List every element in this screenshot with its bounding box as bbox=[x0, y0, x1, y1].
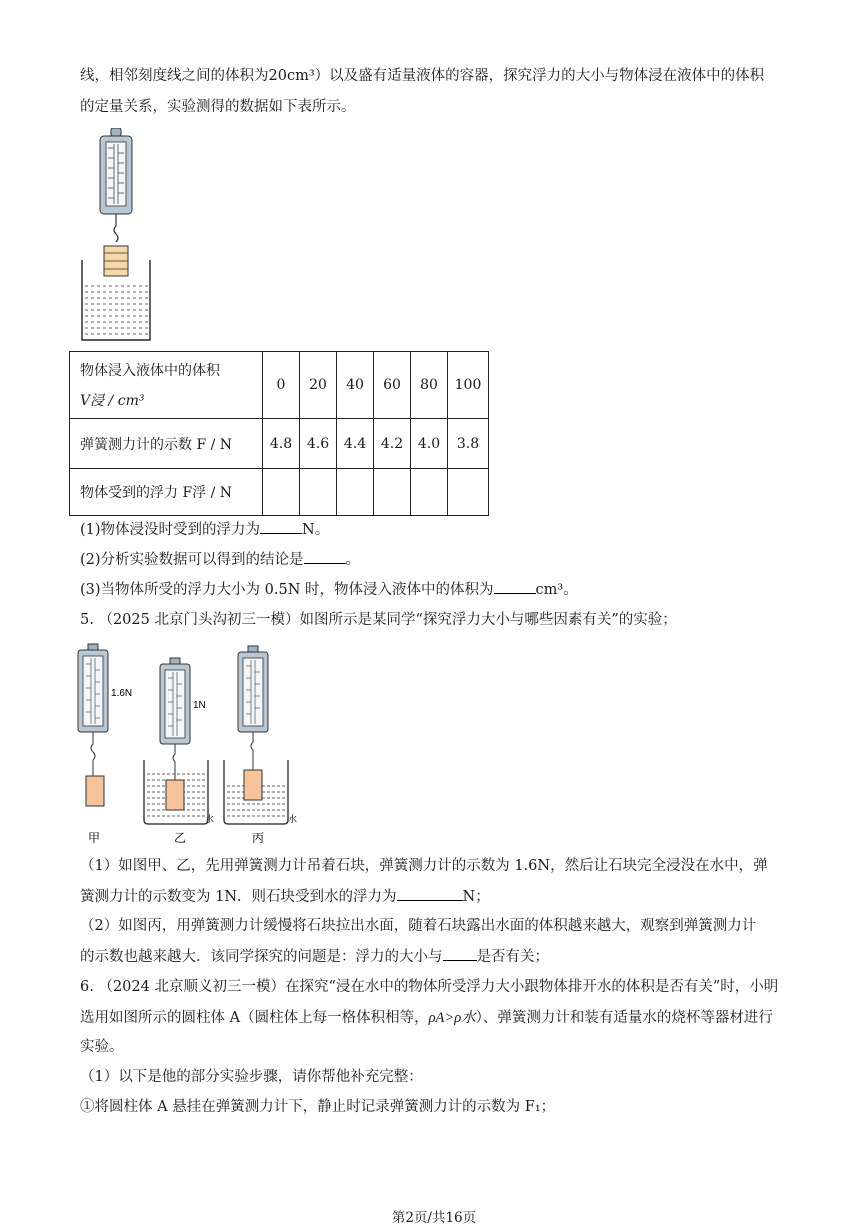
intro-line-2: 的定量关系，实验测得的数据如下表所示。 bbox=[80, 99, 356, 115]
water-label: 水 bbox=[288, 815, 298, 825]
table-cell: 80 bbox=[411, 352, 448, 419]
stone-block bbox=[166, 780, 184, 810]
answer-blank[interactable] bbox=[494, 579, 536, 594]
table-row bbox=[70, 419, 489, 469]
table-cell: 60 bbox=[374, 352, 411, 419]
table-cell[interactable] bbox=[263, 469, 300, 516]
table-cell: 3.8 bbox=[448, 419, 489, 469]
q6-step-intro: （1）以下是他的部分实验步骤，请你帮他补充完整： bbox=[80, 1069, 423, 1085]
figure-q5-experiments bbox=[74, 642, 314, 848]
label-1n: 1N bbox=[193, 700, 206, 711]
q5-part1-line2: 簧测力计的示数变为 1N．则石块受到水的浮力为 N； bbox=[80, 886, 490, 907]
table-cell[interactable] bbox=[411, 469, 448, 516]
q6-line2: 选用如图所示的圆柱体 A（圆柱体上每一格体积相等，ρA>ρ水）、弹簧测力计和装有适量水的烧杯等器材进行 bbox=[80, 1010, 773, 1026]
table-cell: 0 bbox=[263, 352, 300, 419]
stone-block bbox=[86, 776, 104, 806]
caption-yi: 乙 bbox=[174, 831, 187, 845]
table-cell: 40 bbox=[337, 352, 374, 419]
answer-blank[interactable] bbox=[397, 886, 463, 901]
row1-label-b: V浸 / cm³ bbox=[80, 393, 145, 409]
stone-block bbox=[244, 770, 262, 800]
q4-part1: (1)物体浸没时受到的浮力为 N。 bbox=[80, 519, 329, 540]
q5-part2-line2: 的示数也越来越大．该同学探究的问题是：浮力的大小与 是否有关； bbox=[80, 946, 549, 967]
q4-part2: (2)分析实验数据可以得到的结论是 。 bbox=[80, 549, 360, 570]
table-cell: 4.8 bbox=[263, 419, 300, 469]
table-cell[interactable] bbox=[337, 469, 374, 516]
table-cell: 4.0 bbox=[411, 419, 448, 469]
table-cell: 4.4 bbox=[337, 419, 374, 469]
q6-line1: 6. （2024 北京顺义初三一模）在探究“浸在水中的物体所受浮力大小跟物体排开水的体积是否有关”时，小明 bbox=[80, 979, 779, 995]
answer-blank[interactable] bbox=[443, 946, 477, 961]
page-number: 第2页/共16页 bbox=[391, 1210, 477, 1226]
q5-title: 5. （2025 北京门头沟初三一模）如图所示是某同学“探究浮力大小与哪些因素有关”的实验； bbox=[80, 612, 677, 628]
intro-line-1: 线，相邻刻度线之间的体积为20cm³）以及盛有适量液体的容器，探究浮力的大小与物体浸在液体中的体积 bbox=[80, 68, 765, 84]
density-inequality: ρA>ρ水 bbox=[428, 1010, 476, 1026]
table-cell[interactable] bbox=[300, 469, 337, 516]
water-label: 水 bbox=[205, 815, 215, 825]
table-row bbox=[70, 469, 489, 516]
row3-label: 物体受到的浮力 F浮 / N bbox=[70, 469, 263, 516]
row2-label: 弹簧测力计的示数 F / N bbox=[70, 419, 263, 469]
q5-part2-line1: （2）如图丙，用弹簧测力计缓慢将石块拉出水面，随着石块露出水面的体积越来越大，观察到弹簧测力计 bbox=[80, 918, 757, 934]
row1-label-a: 物体浸入液体中的体积 bbox=[80, 363, 220, 379]
data-table bbox=[69, 351, 489, 516]
q6-line3: 实验。 bbox=[80, 1039, 124, 1055]
caption-bing: 丙 bbox=[252, 831, 265, 845]
table-cell[interactable] bbox=[448, 469, 489, 516]
table-cell: 100 bbox=[448, 352, 489, 419]
caption-jia: 甲 bbox=[88, 831, 101, 845]
answer-blank[interactable] bbox=[260, 519, 302, 534]
figure-scale-container bbox=[78, 128, 153, 343]
q4-part3: (3)当物体所受的浮力大小为 0.5N 时，物体浸入液体中的体积为 cm³。 bbox=[80, 579, 578, 600]
answer-blank[interactable] bbox=[304, 549, 346, 564]
table-cell: 4.2 bbox=[374, 419, 411, 469]
table-cell[interactable] bbox=[374, 469, 411, 516]
label-1-6n: 1.6N bbox=[111, 688, 133, 699]
table-cell: 20 bbox=[300, 352, 337, 419]
table-cell: 4.6 bbox=[300, 419, 337, 469]
q6-step1: ①将圆柱体 A 悬挂在弹簧测力计下，静止时记录弹簧测力计的示数为 F₁； bbox=[80, 1099, 556, 1115]
q5-part1-line1: （1）如图甲、乙，先用弹簧测力计吊着石块，弹簧测力计的示数为 1.6N，然后让石块完全浸没在水中，弹 bbox=[80, 858, 768, 874]
table-row bbox=[70, 352, 489, 419]
